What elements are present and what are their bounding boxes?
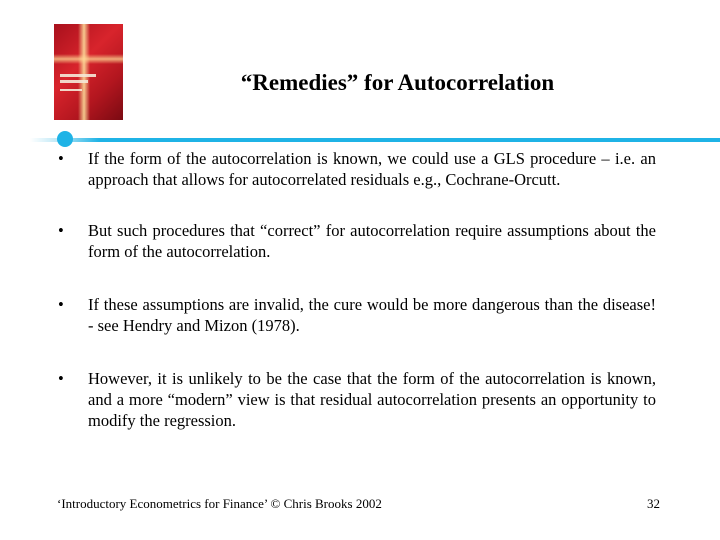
title-divider	[30, 138, 720, 142]
bullet-text: But such procedures that “correct” for autocorrelation require assumptions about the form of the autocorrelation.	[88, 221, 656, 261]
bullet-text: However, it is unlikely to be the case that the form of the autocorrelation is known, and a more “modern” view is that residual autocorrelation presents an opportunity to modify the regression.	[88, 369, 656, 430]
bullet-item	[56, 368, 656, 431]
bullet-item	[56, 294, 656, 336]
divider-dot	[57, 131, 73, 147]
cover-glow-vertical	[78, 24, 90, 120]
slide-title: “Remedies” for Autocorrelation	[240, 70, 555, 95]
footer-citation: ‘Introductory Econometrics for Finance’ © Chris Brooks 2002	[57, 496, 382, 511]
bullet-icon: •	[58, 221, 64, 240]
bullet-icon: •	[58, 369, 64, 388]
bullet-item	[56, 148, 656, 190]
book-cover-image	[54, 24, 123, 120]
bullet-item	[56, 220, 656, 262]
bullet-text: If the form of the autocorrelation is known, we could use a GLS procedure – i.e. an approach that allows for autocorrelated residuals e.g., Cochrane-Orcutt.	[88, 149, 656, 189]
bullet-icon: •	[58, 149, 64, 168]
cover-text-lines	[60, 74, 96, 94]
bullet-icon: •	[58, 295, 64, 314]
bullet-list	[56, 148, 656, 431]
cover-glow-horizontal	[54, 54, 123, 64]
page-number: 32	[647, 496, 660, 511]
bullet-text: If these assumptions are invalid, the cure would be more dangerous than the disease! - see Hendry and Mizon (1978).	[88, 295, 656, 335]
